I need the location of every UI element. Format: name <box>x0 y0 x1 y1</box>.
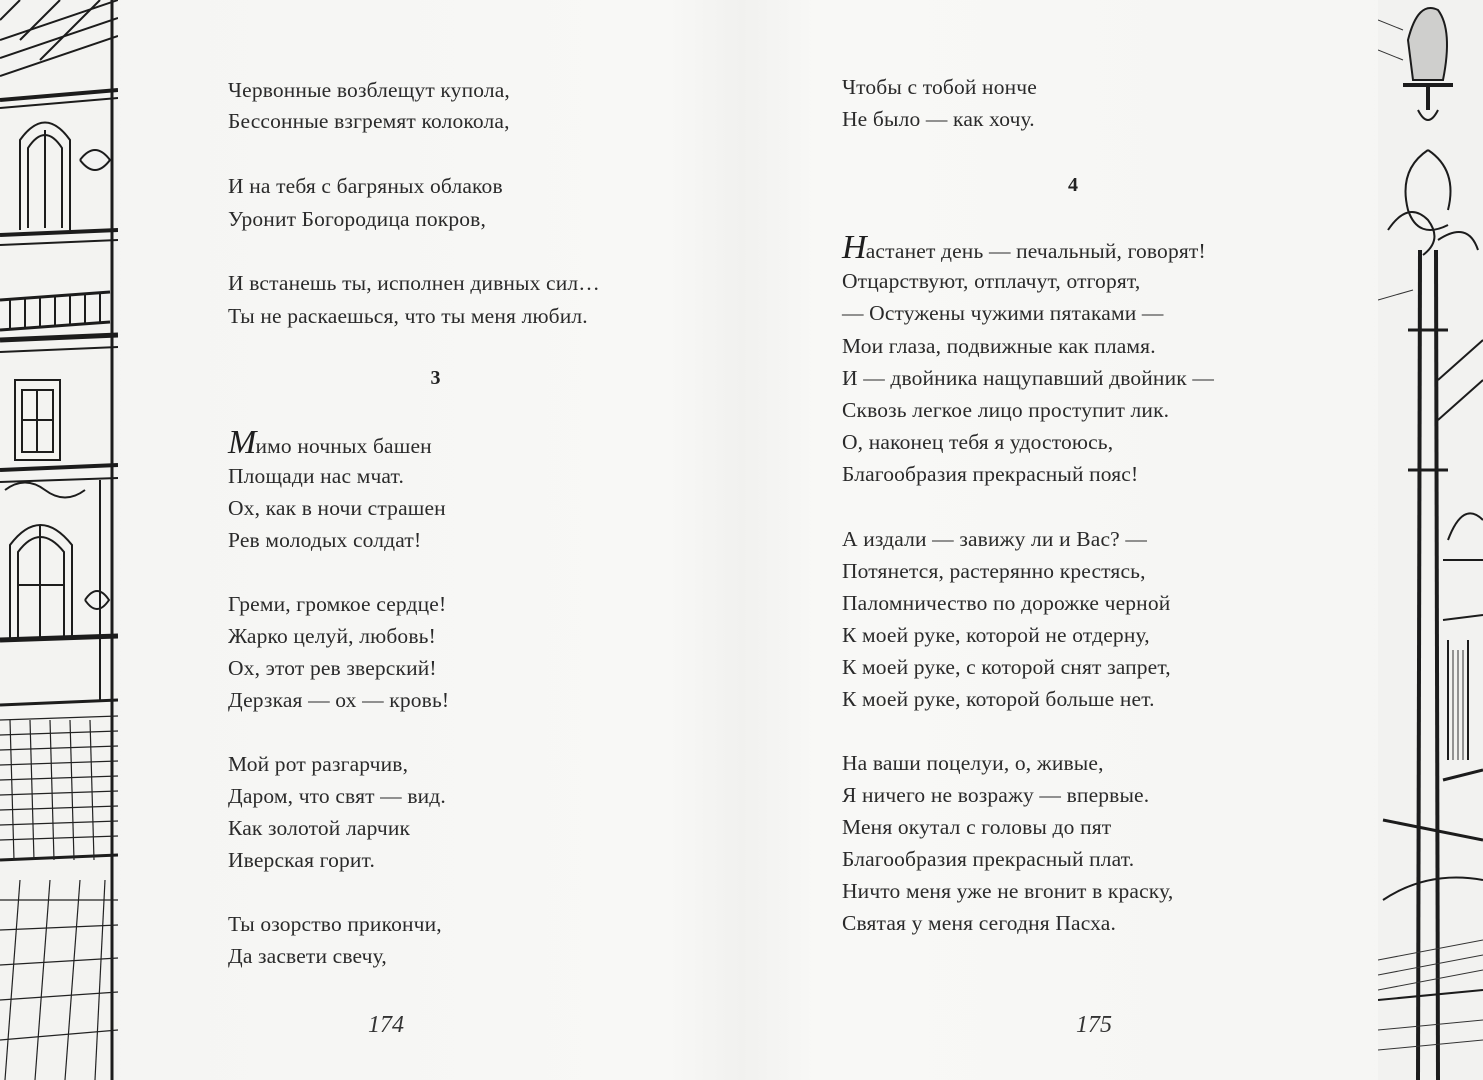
drop-cap: М <box>228 424 257 461</box>
poem-line: Греми, громкое сердце! <box>228 592 447 616</box>
poem-line: Жарко целуй, любовь! <box>228 624 436 648</box>
poem-line: Не было — как хочу. <box>842 107 1035 131</box>
page-number: 174 <box>368 1012 404 1038</box>
right-page <box>842 0 1362 1080</box>
poem-line: Уронит Богородица покров, <box>228 207 486 231</box>
poem-line: О, наконец тебя я удостоюсь, <box>842 430 1114 454</box>
poem-line: И встанешь ты, исполнен дивных сил… <box>228 271 600 295</box>
page-number: 175 <box>1076 1012 1112 1038</box>
poem-first-line <box>842 229 1206 266</box>
left-page <box>228 0 698 1080</box>
poem-line: Червонные возблещут купола, <box>228 78 510 102</box>
poem-line: Благообразия прекрасный плат. <box>842 847 1135 871</box>
section-number: 4 <box>1068 174 1078 196</box>
poem-line: Даром, что свят — вид. <box>228 784 446 808</box>
poem-line: Сквозь легкое лицо проступит лик. <box>842 398 1170 422</box>
poem-line: Благообразия прекрасный пояс! <box>842 462 1139 486</box>
poem-line: Ты не раскаешься, что ты меня любил. <box>228 304 588 328</box>
poem-line: И — двойника нащупавший двойник — <box>842 366 1215 390</box>
poem-line: Чтобы с тобой нонче <box>842 75 1037 99</box>
poem-line: Потянется, растерянно крестясь, <box>842 559 1146 583</box>
poem-line: К моей руке, которой больше нет. <box>842 687 1155 711</box>
poem-line: Ничто меня уже не вгонит в краску, <box>842 879 1174 903</box>
facade-illustration-left <box>0 0 118 1080</box>
poem-line: Как золотой ларчик <box>228 816 411 840</box>
poem-line: Ох, этот рев зверский! <box>228 656 437 680</box>
poem-line: Ох, как в ночи страшен <box>228 496 446 520</box>
poem-line: А издали — завижу ли и Вас? — <box>842 527 1148 551</box>
poem-line: Мои глаза, подвижные как пламя. <box>842 334 1156 358</box>
poem-line: Мой рот разгарчив, <box>228 752 409 776</box>
poem-line: Дерзкая — ох — кровь! <box>228 688 450 712</box>
poem-line: Бессонные взгремят колокола, <box>228 109 510 133</box>
first-line-text: имо ночных башен <box>255 434 432 458</box>
poem-line: Святая у меня сегодня Пасха. <box>842 911 1116 935</box>
poem-line: К моей руке, которой не отдерну, <box>842 623 1150 647</box>
poem-line: К моей руке, с которой снят запрет, <box>842 655 1171 679</box>
poem-line: Отцарствуют, отплачут, отгорят, <box>842 269 1141 293</box>
poem-line: Ты озорство прикончи, <box>228 912 442 936</box>
first-line-text: астанет день — печальный, говорят! <box>865 239 1206 263</box>
poem-line: Иверская горит. <box>228 848 376 872</box>
poem-line: Паломничество по дорожке черной <box>842 591 1171 615</box>
poem-line: — Остужены чужими пятаками — <box>842 301 1164 325</box>
poem-line: Рев молодых солдат! <box>228 528 422 552</box>
poem-line: Меня окутал с головы до пят <box>842 815 1112 839</box>
poem-first-line <box>228 424 432 461</box>
poem-line: Площади нас мчат. <box>228 464 404 488</box>
poem-line: И на тебя с багряных облаков <box>228 174 503 198</box>
poem-line: На ваши поцелуи, о, живые, <box>842 751 1104 775</box>
section-number: 3 <box>430 367 441 389</box>
poem-line: Да засвети свечу, <box>228 944 387 968</box>
poem-line: Я ничего не возражу — впервые. <box>842 783 1150 807</box>
lamp-illustration-right <box>1378 0 1483 1080</box>
drop-cap: Н <box>842 229 867 266</box>
